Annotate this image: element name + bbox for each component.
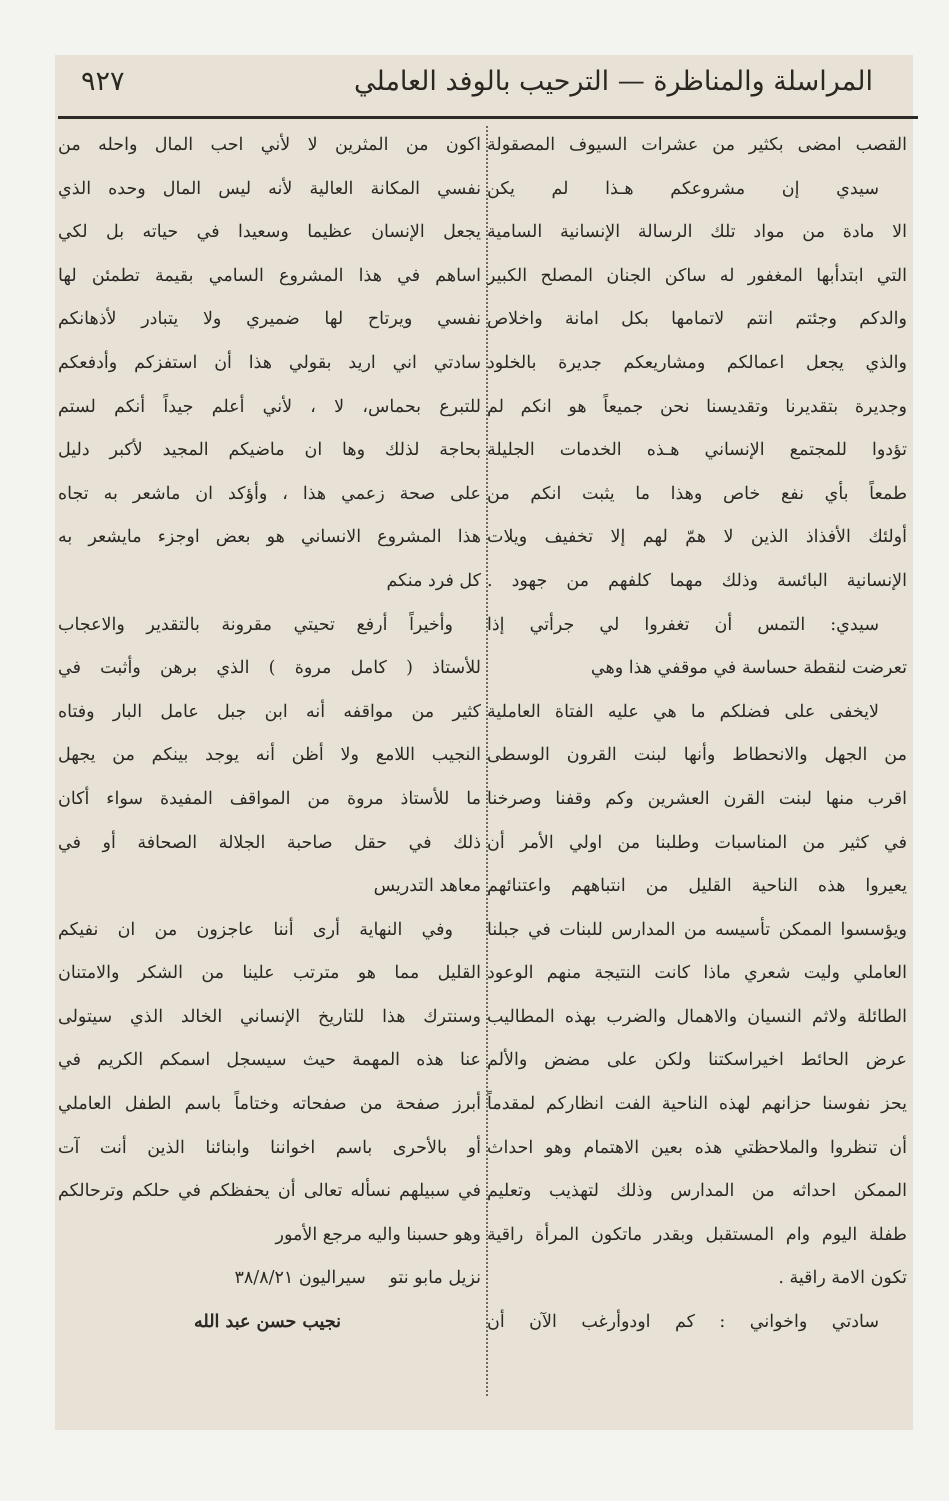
text-line: نفسي المكانة العالية لأنه ليس المال وحده الذي bbox=[58, 178, 481, 199]
signature-place-date: سيراليون ٣٨/٨/٢١ bbox=[234, 1268, 366, 1289]
column-divider bbox=[486, 126, 488, 1396]
page-number: ٩٢٧ bbox=[81, 66, 125, 97]
text-line: ذلك في حقل صاحبة الجلالة الصحافة أو في bbox=[58, 832, 481, 853]
text-line: عرض الحائط اخيراسكتنا ولكن على مضض والألم bbox=[487, 1050, 907, 1071]
signature-residence: نزيل مابو نتو bbox=[389, 1268, 481, 1289]
text-line: اكون من المثرين لا لأني احب المال واحله من bbox=[58, 135, 481, 155]
running-title: المراسلة والمناظرة — الترحيب بالوفد العاملي bbox=[354, 66, 873, 97]
text-line: سادتي اني اريد بقولي هذا أن استفزكم وأدفعكم bbox=[58, 352, 481, 373]
text-line: أن تنظروا والملاحظتي هذه بعين الاهتمام وهو احداث bbox=[487, 1137, 907, 1158]
text-line: للتبرع بحماس، لا ، لأني أعلم جيداً أنكم لستم bbox=[58, 396, 481, 417]
text-line: وهو حسبنا واليه مرجع الأمور bbox=[275, 1224, 481, 1245]
text-line: وسنترك هذا للتاريخ الإنساني الخالد الذي سيتولى bbox=[58, 1006, 481, 1027]
left-column bbox=[58, 124, 481, 1424]
text-line: سادتي واخواني : كم اودوأرغب الآن أن bbox=[487, 1312, 879, 1333]
text-line: أبرز صفحة من صفحاته وختاماً باسم الطفل العاملي bbox=[58, 1094, 481, 1115]
text-line: بحاجة لذلك وها ان ماضيكم المجيد لأكبر دليل bbox=[58, 440, 481, 461]
text-line: اساهم في هذا المشروع السامي بقيمة تطمئن لها bbox=[58, 265, 481, 286]
right-column bbox=[487, 124, 907, 1424]
text-line: تعرضت لنقطة حساسة في موقفي هذا وهي bbox=[590, 658, 907, 679]
text-line: الا مادة من مواد تلك الرسالة الإنسانية السامية bbox=[487, 222, 907, 243]
text-line: ويؤسسوا الممكن تأسيسه من المدارس للبنات في جبلنا bbox=[487, 919, 907, 940]
text-line: سيدي: التمس أن تغفروا لي جرأتي إذا bbox=[487, 614, 879, 635]
text-line: أولئك الأفذاذ الذين لا همّ لهم إلا تخفيف ويلات bbox=[487, 527, 907, 548]
text-line: كثير من مواقفه أنه ابن جبل عامل البار وفتاه bbox=[58, 701, 481, 722]
signature-location-row bbox=[58, 1257, 481, 1301]
text-line: طمعاً بأي نفع خاص وهذا ما يثبت انكم من bbox=[487, 483, 907, 504]
text-line: والدكم وجئتم انتم لاتمامها بكل امانة واخلاص bbox=[487, 309, 907, 330]
text-line: والذي يجعل اعمالكم ومشاريعكم جديرة بالخلود bbox=[487, 352, 907, 373]
text-line: تؤدوا للمجتمع الإنساني هـذه الخدمات الجليلة bbox=[487, 440, 907, 461]
text-line: معاهد التدريس bbox=[373, 876, 481, 897]
text-line: الممكن احداثه من المدارس وذلك لتهذيب وتعليم bbox=[487, 1181, 907, 1202]
text-line: للأستاذ ( كامل مروة ) الذي برهن وأثبت في bbox=[58, 658, 481, 679]
text-line: أو بالأحرى باسم اخواننا وابنائنا الذين أنت آت bbox=[58, 1137, 481, 1158]
signature-name: نجيب حسن عبد الله bbox=[194, 1312, 341, 1333]
text-line: التي ابتدأبها المغفور له ساكن الجنان المصلح الكبير bbox=[487, 265, 907, 286]
text-line: يحز نفوسنا حزانهم لهذه الناحية الفت انظاركم لمقدماً bbox=[487, 1094, 907, 1115]
text-line: من الجهل والانحطاط وأنها لبنت القرون الوسطى bbox=[487, 745, 907, 766]
page-header bbox=[55, 60, 913, 116]
text-line: على صحة زعمي هذا ، وأؤكد ان ماشعر به تجاه bbox=[58, 483, 481, 504]
text-line: طفلة اليوم وام المستقبل وبقدر ماتكون المرأة راقية bbox=[487, 1224, 907, 1245]
text-line: كل فرد منكم bbox=[386, 570, 481, 591]
text-line: عنا هذه المهمة حيث سيسجل اسمكم الكريم في bbox=[58, 1050, 481, 1071]
text-line: وفي النهاية أرى أننا عاجزون من ان نفيكم bbox=[58, 919, 453, 940]
text-line: القصب امضى بكثير من عشرات السيوف المصقولة bbox=[487, 135, 907, 155]
text-line: العاملي وليت شعري ماذا كانت النتيجة منهم الوعود bbox=[487, 963, 907, 984]
text-line: وأخيراً أرفع تحيتي مقرونة بالتقدير والاعجاب bbox=[58, 614, 453, 635]
text-line: الطائلة ولاثم النسيان والاهمال والضرب بهذه المطاليب bbox=[487, 1006, 907, 1027]
text-line: الإنسانية البائسة وذلك مهما كلفهم من جهود . bbox=[487, 570, 907, 591]
text-line: تكون الامة راقية . bbox=[778, 1268, 907, 1289]
text-line: نفسي ويرتاح لها ضميري ولا يتبادر لأذهانكم bbox=[58, 309, 481, 330]
text-line: القليل مما هو مترتب علينا من الشكر والامتنان bbox=[58, 963, 481, 984]
text-line: يعيروا هذه الناحية القليل من انتباههم واعتنائهم bbox=[487, 876, 907, 897]
text-line: النجيب اللامع ولا أظن أنه يوجد بينكم من يجهل bbox=[58, 745, 481, 766]
text-line: في كثير من المناسبات وطلبنا من اولي الأمر أن bbox=[487, 832, 907, 853]
text-line: يجعل الإنسان عظيما وسعيدا في حياته بل لكي bbox=[58, 222, 481, 243]
text-line: سيدي إن مشروعكم هـذا لم يكن bbox=[487, 178, 879, 199]
text-line: وجديرة بتقديرنا وتقديسنا نحن جميعاً هو انكم لم bbox=[487, 396, 907, 417]
text-line: لايخفى على فضلكم ما هي عليه الفتاة العاملية bbox=[487, 701, 879, 722]
text-line: اقرب منها لبنت القرن العشرين وكم وقفنا وصرخنا bbox=[487, 788, 907, 809]
text-line: ما للأستاذ مروة من المواقف المفيدة سواء أكان bbox=[58, 788, 481, 809]
text-line: في سبيلهم نسأله تعالى أن يحفظكم في حلكم وترحالكم bbox=[58, 1181, 481, 1202]
header-rule bbox=[58, 116, 918, 119]
text-line: هذا المشروع الانساني هو بعض اوجزء مايشعر به bbox=[58, 527, 481, 548]
